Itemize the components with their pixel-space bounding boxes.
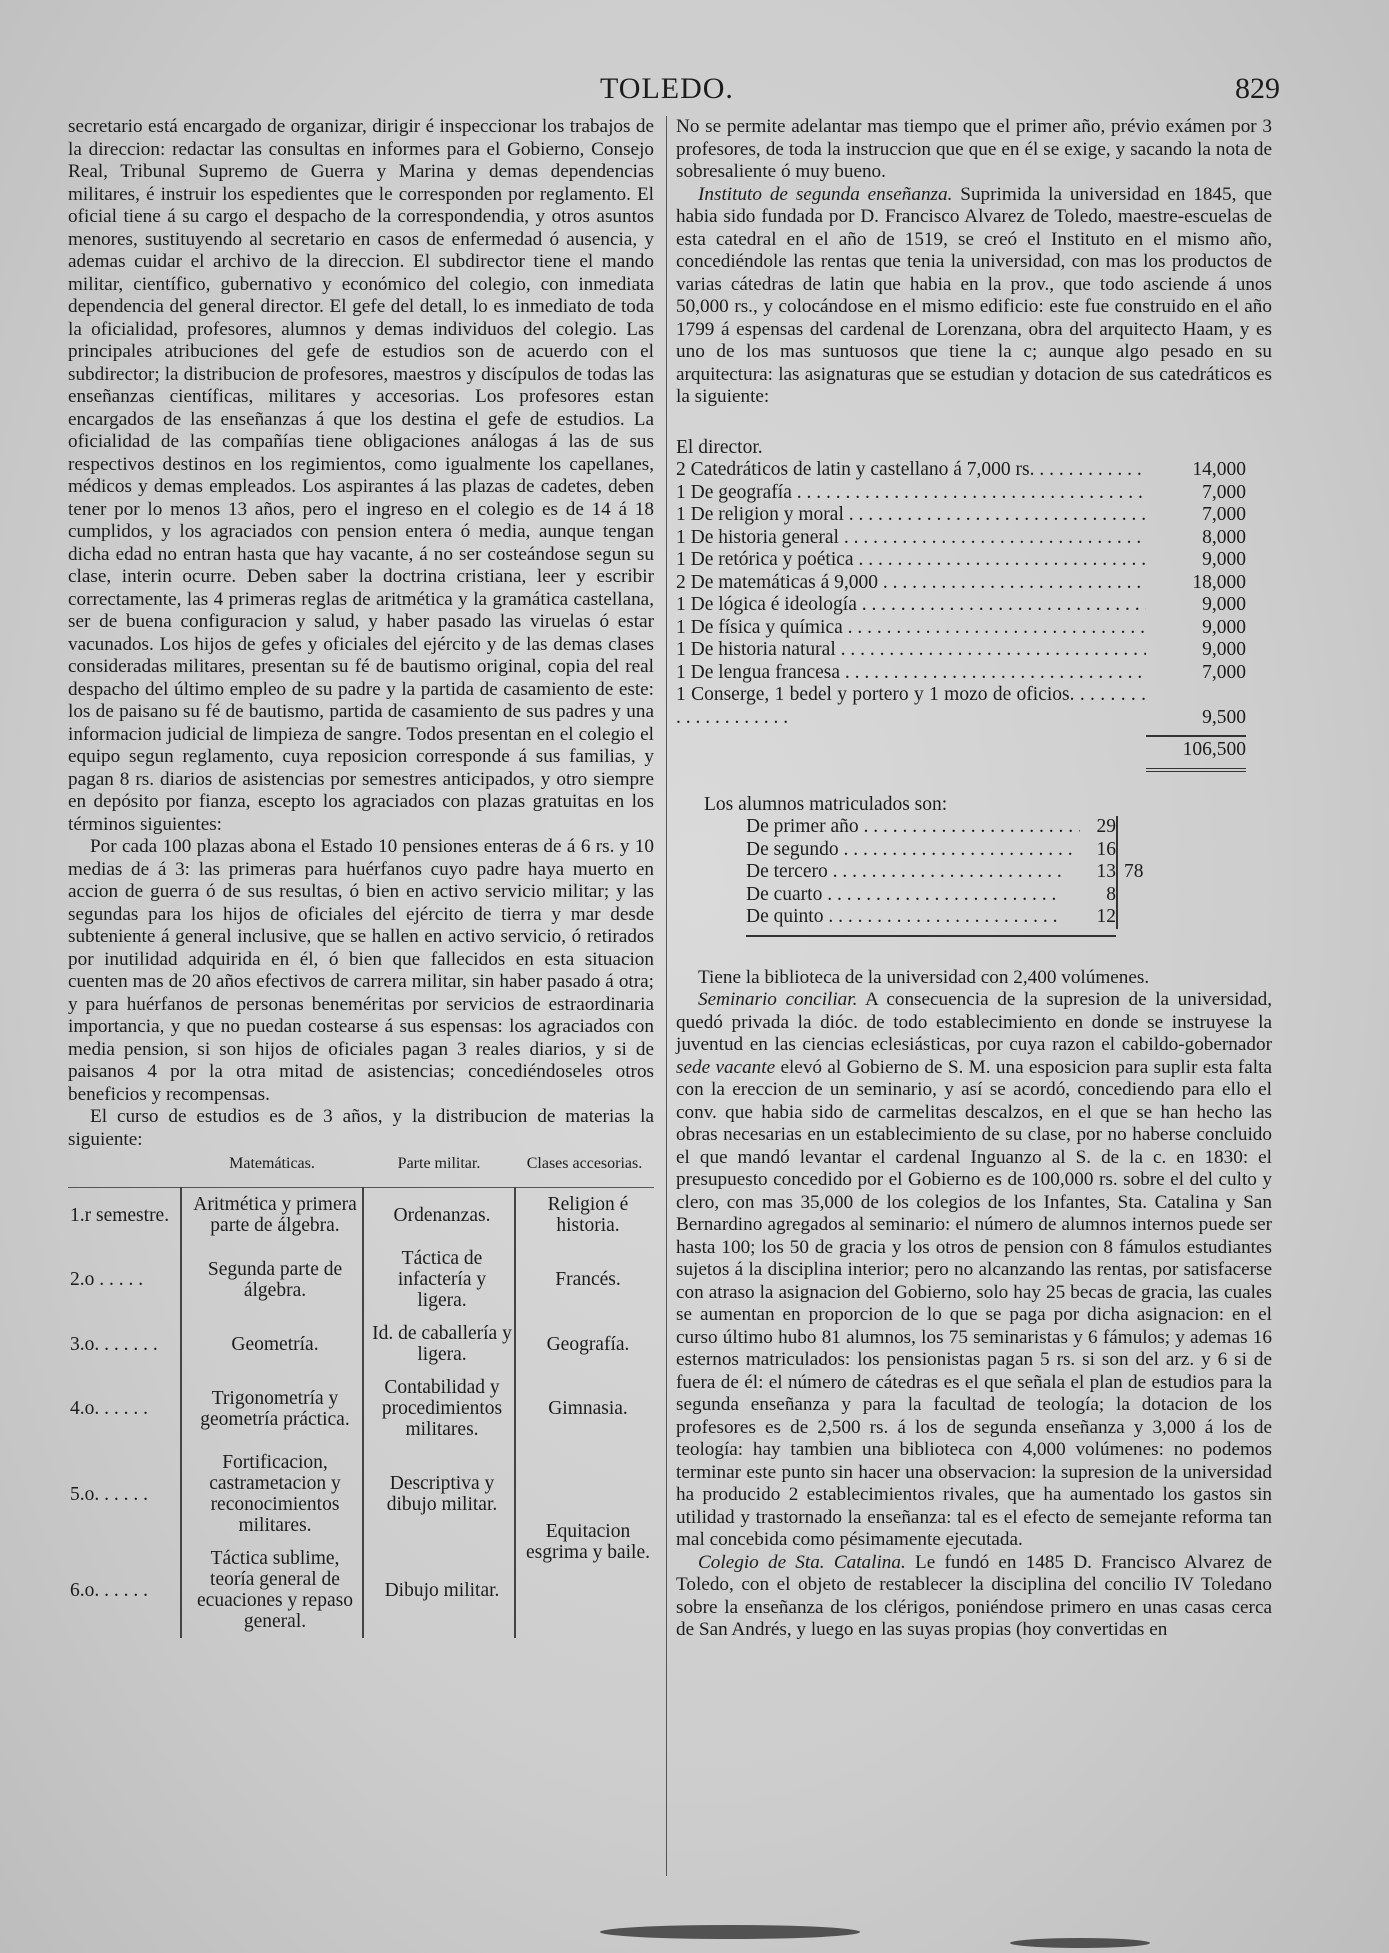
students-list xyxy=(746,816,1272,929)
mil-cell: Dibujo militar. xyxy=(363,1542,515,1638)
section-title-seminario: Seminario conciliar. xyxy=(698,989,858,1010)
right-paragraph-colegio xyxy=(676,1552,1272,1642)
student-count: 29 xyxy=(1096,816,1116,837)
salary-list xyxy=(676,437,1272,772)
mat-cell: Segunda parte de álgebra. xyxy=(181,1242,363,1317)
salary-total-row xyxy=(676,735,1272,772)
salary-amount: 18,000 xyxy=(1192,571,1246,593)
salary-label: 1 Conserge, 1 bedel y portero y 1 mozo de oficios. . . . . . . . . . . . . . . . . . . . xyxy=(676,684,1146,728)
mil-cell: Ordenanzas. xyxy=(363,1188,515,1243)
list-item xyxy=(676,459,1272,482)
seminario-text-a: A consecuencia de la supresion de la universidad, quedó privada la dióc. de todo establecimiento en donde se instruyese la juventud en las ciencias eclesiásticas, por cuya razon el cabildo-gobernador xyxy=(676,989,1272,1055)
list-item xyxy=(676,482,1272,505)
mat-cell: Trigonometría y geometría práctica. xyxy=(181,1371,363,1446)
list-item xyxy=(676,572,1272,595)
salary-amount: 7,000 xyxy=(1202,504,1246,525)
salary-amount: 7,000 xyxy=(1202,661,1246,683)
student-label: De cuarto . . . xyxy=(746,884,1080,907)
list-item xyxy=(676,684,1272,729)
salary-total: 106,500 xyxy=(1146,735,1246,772)
mat-cell: Aritmética y primera parte de álgebra. xyxy=(181,1188,363,1243)
salary-label: 1 De religion y moral . . . xyxy=(676,504,1146,527)
running-head: TOLEDO. xyxy=(600,72,734,105)
mat-cell: Fortificacion, castrametacion y reconocimientos militares. xyxy=(181,1446,363,1542)
list-item xyxy=(676,594,1272,617)
salary-amount: 14,000 xyxy=(1192,459,1246,480)
salary-amount: 9,000 xyxy=(1202,616,1246,638)
salary-label: 1 De física y química . . . xyxy=(676,617,1146,640)
mil-cell: Id. de caballería y ligera. xyxy=(363,1317,515,1371)
table-row xyxy=(68,1371,654,1446)
student-count: 13 xyxy=(1096,861,1116,882)
salary-amount: 9,000 xyxy=(1202,549,1246,570)
list-item xyxy=(676,504,1272,527)
salary-label: 1 De lógica é ideología . . . xyxy=(676,594,1146,617)
students-underline xyxy=(746,929,1116,937)
page-number: 829 xyxy=(1235,72,1280,105)
students-block xyxy=(676,794,1272,937)
salary-label: 2 De matemáticas á 9,000 . . . xyxy=(676,572,1146,595)
left-column xyxy=(68,116,654,1638)
list-item xyxy=(746,884,1116,907)
student-label: De primer año . . . xyxy=(746,816,1080,839)
list-item xyxy=(676,549,1272,572)
mat-cell: Táctica sublime, teoría general de ecuaciones y repaso general. xyxy=(181,1542,363,1638)
salary-label: 1 De historia general . . . xyxy=(676,527,1146,550)
semester-cell: 6.o. . . . . . xyxy=(70,1579,148,1601)
student-label: De tercero . . . xyxy=(746,861,1080,884)
salary-label: El director. xyxy=(676,436,763,458)
acc-cell: Francés. xyxy=(515,1242,654,1317)
semester-cell: 2.o . . . . . xyxy=(70,1269,144,1290)
ink-smudge xyxy=(600,1925,860,1939)
left-paragraph-3: El curso de estudios es de 3 años, y la distribucion de materias la siguiente: xyxy=(68,1106,654,1150)
salary-label: 1 De historia natural . . . xyxy=(676,639,1146,662)
salary-amount: 9,000 xyxy=(1202,594,1246,615)
right-paragraph-2 xyxy=(676,184,1272,409)
acc-cell: Gimnasia. xyxy=(515,1371,654,1446)
colegio-text: Le fundó en 1485 D. Francisco Alvarez de Toledo, con el objeto de restablecer la disciplina del concilio IV Toledano sobre la enseñanza de los clérigos, poniéndose primero en unas casas cerca de San Andrés, y luego en las suyas propias (hoy convertidas en xyxy=(676,1551,1272,1640)
col-header-acc: Clases accesorias. xyxy=(515,1155,654,1188)
salary-label: 1 De geografía . . . xyxy=(676,482,1146,505)
student-count: 8 xyxy=(1106,883,1116,905)
salary-label: 1 De retórica y poética . . . xyxy=(676,549,1146,572)
list-item xyxy=(746,906,1116,929)
mat-cell: Geometría. xyxy=(181,1317,363,1371)
left-paragraph-2: Por cada 100 plazas abona el Estado 10 pensiones enteras de á 6 rs. y 10 medias de á 3: las primeras para huérfanos cuyo padre haya muerto en accion de guerra ó de sus resultas, ó bien en activo servicio militar; y las segundas para los hijos de oficiales del ejército de tierra y mar desde subteniente á general inclusive, que se hallen en activo servicio, ó retirados por inutilidad adquirida en él, ó bien que fallecidos en esta situacion cuenten mas de 20 años efectivos de carrera militar, sin haber pasado á otra; y para huérfanos de personas beneméritas por servicios de estraordinaria importancia, y que no puedan costearse á sus espensas: los agraciados con media pension, si son hijos de oficiales pagan 3 reales diarios, y si de paisanos 4 por la otra mitad de asistencias; concediéndoseles otros beneficios y recompensas. xyxy=(68,836,654,1105)
instituto-text: Suprimida la universidad en 1845, que habia sido fundada por D. Francisco Alvarez de Toledo, maestre-escuelas de esta catedral en el año de 1519, se creó el Instituto en el mismo año, concediéndole las rentas que tenia la universidad, con mas los productos de varias cátedras de latin que habia en la prov., que todo asciende á unos 50,000 rs., y colocándose en el mismo edificio: este fue construido en el año 1799 á espensas del cardenal de Lorenzana, obra del arquitecto Haam, y es uno de los mas suntuosos que tiene la c; aunque algo pesado en su arquitectura: las asignaturas que se estudian y dotacion de sus catedráticos es la siguiente: xyxy=(676,183,1272,407)
salary-label: 2 Catedráticos de latin y castellano á 7,000 rs. . . . xyxy=(676,459,1146,482)
col-header-semester xyxy=(68,1155,181,1188)
list-item xyxy=(746,839,1116,862)
student-label: De quinto . . . xyxy=(746,906,1080,929)
course-table xyxy=(68,1155,654,1638)
mil-cell: Táctica de infactería y ligera. xyxy=(363,1242,515,1317)
salary-label: 1 De lengua francesa . . . xyxy=(676,662,1146,685)
student-label: De segundo . . . xyxy=(746,839,1080,862)
section-title-colegio: Colegio de Sta. Catalina. xyxy=(698,1551,906,1573)
semester-cell: 1.r semestre. xyxy=(70,1204,170,1226)
mil-cell: Contabilidad y procedimientos militares. xyxy=(363,1371,515,1446)
table-row xyxy=(68,1188,654,1243)
student-count: 16 xyxy=(1096,838,1116,860)
list-item xyxy=(676,437,1272,460)
col-header-mil: Parte militar. xyxy=(363,1155,515,1188)
list-item xyxy=(676,527,1272,550)
semester-cell: 4.o. . . . . . xyxy=(70,1398,148,1419)
students-total: 78 xyxy=(1116,816,1164,929)
acc-cell: Geografía. xyxy=(515,1317,654,1371)
page-header xyxy=(60,72,1280,112)
sede-vacante: sede vacante xyxy=(676,1056,776,1078)
salary-amount: 9,500 xyxy=(1202,706,1246,728)
ink-smudge xyxy=(1010,1938,1150,1948)
salary-amount: 9,000 xyxy=(1202,639,1246,660)
mil-cell: Descriptiva y dibujo militar. xyxy=(363,1446,515,1542)
right-paragraph-seminario xyxy=(676,989,1272,1552)
right-paragraph-1: No se permite adelantar mas tiempo que el primer año, prévio exámen por 3 profesores, de toda la instruccion que que en él se exige, y sacando la nota de sobresaliente ó muy bueno. xyxy=(676,116,1272,182)
student-count: 12 xyxy=(1096,906,1116,927)
list-item xyxy=(676,617,1272,640)
students-intro: Los alumnos matriculados son: xyxy=(704,793,948,815)
acc-cell: Religion é historia. xyxy=(515,1188,654,1243)
list-item xyxy=(676,662,1272,685)
salary-amount: 7,000 xyxy=(1202,481,1246,503)
list-item xyxy=(746,816,1116,839)
right-paragraph-library: Tiene la biblioteca de la universidad con 2,400 volúmenes. xyxy=(698,966,1150,988)
col-header-mat: Matemáticas. xyxy=(181,1155,363,1188)
table-row xyxy=(68,1446,654,1542)
acc-cell: Equitacion esgrima y baile. xyxy=(515,1446,654,1638)
semester-cell: 3.o. . . . . . . xyxy=(70,1333,158,1355)
section-title-instituto: Instituto de segunda enseñanza. xyxy=(698,183,953,205)
list-item xyxy=(746,861,1116,884)
seminario-text-b: elevó al Gobierno de S. M. una esposicion para suplir esta falta con la ereccion de un seminario, y así se acordó, concediendo para ello el conv. que habia sido de carmelitas descalzos, en el que se han hecho las obras necesarias en un establecimiento de su clase, por no haberse concluido el que mandó levantar el cardenal Inguanzo al S. de la c. en 1830: el presupuesto concedido por el Gobierno es de 100,000 rs. sobre el del culto y clero, con mas 35,000 de los colegios de los Infantes, Sta. Catalina y San Bernardino agregados al seminario: el número de alumnos internos puede ser hasta 100; los 50 de gracia y los otros de pension con 8 fámulos estudiantes sujetos á la disciplina interior; pero no alcanzando las rentas, por satisfacerse con atraso la asignacion del Gobierno, solo hay 25 becas de gracia, las cuales se aumentan en proporcion de lo que se paga por dicha asignacion: en el curso último hubo 81 alumnos, los 75 seminaristas y 6 fámulos; y ademas 16 esternos matriculados: los pensionistas pagan 5 rs. si son del arz. y 6 si de fuera de él: el número de cátedras es el que señala el plan de estudios para la segunda enseñanza y para la facultad de teología; la dotacion de los profesores es de 2,500 rs. á los de segunda enseñanza y 3,000 á los de teología: hay tambien una biblioteca con 4,000 volúmenes: no podemos terminar este punto sin hacer una observacion: la supresion de la universidad ha producido 2 establecimientos rivales, que ha aumentado los gastos sin utilidad y trastornado la enseñanza: tal es el efecto de semejante reforma tan mal concebida como pésimamente ejecutada. xyxy=(676,1056,1272,1550)
left-paragraph-1: secretario está encargado de organizar, dirigir é inspeccionar los trabajos de la direccion: redactar las consultas en informes para el Gobierno, Consejo Real, Tribunal Supremo de Guerra y Marina y demas dependencias militares, é instruir los espedientes que le corresponden por reglamento. El oficial tiene á su cargo el despacho de la correspondendia, y otros asuntos menores, sustituyendo al secretario en casos de enfermedad ó ausencia, y ademas cuidar el archivo de la direccion. El subdirector tiene el mando militar, científico, gubernativo y económico del colegio, con inmediata dependencia del general director. El gefe del detall, lo es inmediato de toda la oficialidad, profesores, alumnos y demas individuos del colegio. Las principales atribuciones del gefe de estudios son de acuerdo con el subdirector; la distribucion de profesores, maestros y discípulos de todas las enseñanzas científicas, militares y accesorias. Los profesores estan encargados de las enseñanzas á que los destina el gefe de estudios. La oficialidad de las compañías tiene obligaciones análogas á las de sus respectivos destinos en los regimientos, como igualmente los capellanes, médicos y demas empleados. Los aspirantes á las plazas de cadetes, deben tener por lo menos 13 años, pero el ingreso en el colegio es de 14 á 18 cumplidos, y los agraciados con pension entera ó media, aunque tengan dicha edad no entran hasta que hay vacante, á no ser costeándose segun su clase, interin ocurre. Deben saber la doctrina cristiana, leer y escribir correctamente, las 4 primeras reglas de aritmética y la gramática castellana, ser de buena configuracion y salud, y haber pasado las viruelas ó estar vacunados. Los hijos de gefes y oficiales del ejército y de las demas clases consideradas militares, presentan su fé de bautismo original, copia del real despacho del último empleo de su padre y la partida de casamiento de este: los de paisano su fé de bautismo, partida de casamiento de sus padres y una informacion judicial de limpieza de sangre. Todos presentan en el colegio el equipo segun reglamento, cuya reposicion corresponde á sus familias, y pagan 8 rs. diarios de asistencias por semestres anticipados, y otro siempre en depósito por fianza, escepto los agraciados con plazas gratuitas en los términos siguientes: xyxy=(68,116,654,835)
semester-cell: 5.o. . . . . . xyxy=(70,1483,148,1505)
salary-amount: 8,000 xyxy=(1202,526,1246,548)
right-column xyxy=(676,116,1272,1642)
table-row xyxy=(68,1317,654,1371)
column-divider xyxy=(666,116,667,1876)
table-row xyxy=(68,1242,654,1317)
list-item xyxy=(676,639,1272,662)
